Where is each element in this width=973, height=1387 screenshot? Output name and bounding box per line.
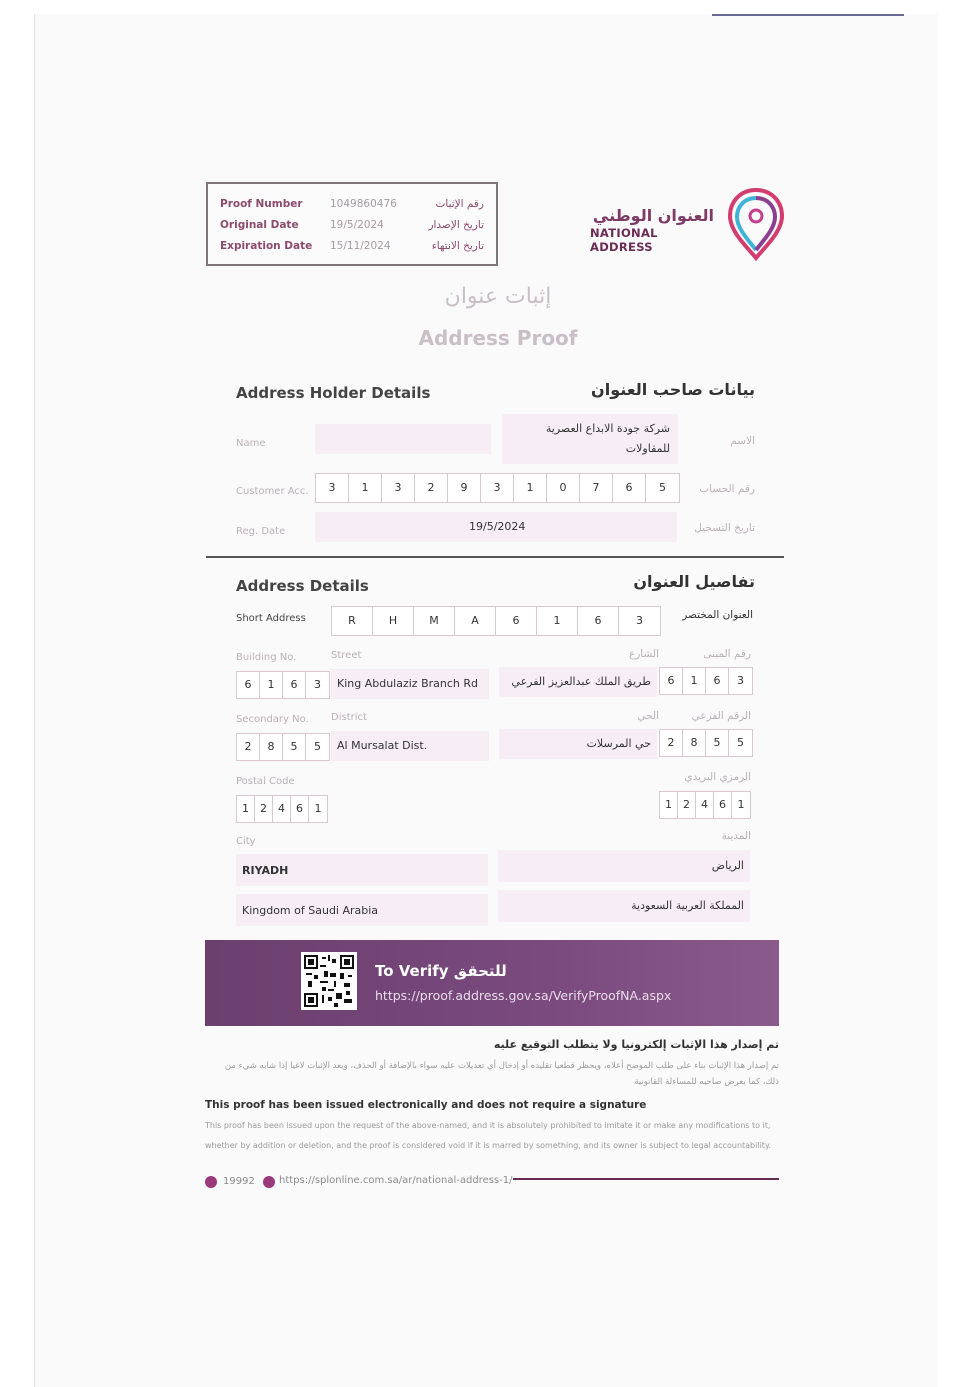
digit-cell: 8 xyxy=(683,730,706,756)
secondary-no-label-ar: الرقم الفرعي xyxy=(691,710,751,722)
postal-code-digits-en xyxy=(236,795,328,823)
city-field-en xyxy=(236,854,488,886)
qr-code-icon[interactable] xyxy=(301,952,357,1010)
digit-cell: 6 xyxy=(613,474,646,502)
original-date-value: 19/5/2024 xyxy=(330,219,384,231)
digit-cell: 8 xyxy=(260,734,283,760)
digit-cell: 1 xyxy=(514,474,547,502)
digit-cell: 2 xyxy=(415,474,448,502)
digit-cell: 1 xyxy=(683,668,706,694)
postal-code-label-ar: الرمزي البريدي xyxy=(684,771,751,783)
reg-date-field xyxy=(315,512,677,542)
footer-phone[interactable]: 19992 xyxy=(223,1176,255,1187)
digit-cell: 6 xyxy=(496,607,537,635)
location-pin-icon xyxy=(722,184,790,264)
postal-code-digits-ar xyxy=(659,791,751,819)
digit-cell: 5 xyxy=(737,736,744,749)
postal-code-label: Postal Code xyxy=(236,776,295,787)
reg-date-label: Reg. Date xyxy=(236,526,286,537)
digit-cell: 1 xyxy=(237,796,255,822)
name-field-en xyxy=(315,424,491,454)
country-value-ar: المملكة العربية السعودية xyxy=(631,899,744,912)
proof-number-row xyxy=(208,198,496,216)
short-address-label: Short Address xyxy=(236,613,306,624)
name-label: Name xyxy=(236,438,266,449)
digit-cell: 0 xyxy=(547,474,580,502)
digit-cell: 5 xyxy=(659,481,666,494)
disclaimer-heading-ar: تم إصدار هذا الإثبات إلكترونيا ولا يتطلب التوقيع عليه xyxy=(493,1038,779,1051)
proof-info-box xyxy=(206,182,498,266)
digit-cell: 6 xyxy=(660,668,683,694)
logo-text-en: NATIONAL ADDRESS xyxy=(590,226,658,254)
digit-cell: M xyxy=(414,607,455,635)
digit-cell: 1 xyxy=(737,798,745,811)
digit-cell: 3 xyxy=(382,474,415,502)
digit-cell: 3 xyxy=(636,614,643,627)
digit-cell: 1 xyxy=(349,474,382,502)
digit-cell: 3 xyxy=(316,474,349,502)
top-rule xyxy=(712,14,904,16)
digit-cell: 2 xyxy=(660,730,683,756)
digit-cell: 6 xyxy=(714,792,732,818)
district-field-en xyxy=(331,731,489,761)
short-address-label-ar: العنوان المختصر xyxy=(682,609,753,621)
digit-cell: 5 xyxy=(706,730,729,756)
city-value-ar: الرياض xyxy=(711,859,744,872)
street-field-ar xyxy=(499,667,657,697)
verify-banner xyxy=(205,940,779,1026)
web-icon xyxy=(263,1176,275,1188)
digit-cell: 7 xyxy=(580,474,613,502)
digit-cell: 1 xyxy=(260,672,283,698)
holder-heading-en: Address Holder Details xyxy=(236,384,431,402)
country-field-ar xyxy=(498,890,750,922)
logo-text-ar: العنوان الوطني xyxy=(592,206,714,225)
short-address-chars xyxy=(331,606,661,636)
title-ar: إثبات عنوان xyxy=(444,284,552,309)
digit-cell: 3 xyxy=(314,678,321,691)
address-heading-ar: تفاصيل العنوان xyxy=(633,572,755,591)
original-date-label-ar: تاريخ الإصدار xyxy=(428,219,484,231)
digit-cell: 6 xyxy=(706,668,729,694)
street-value-en: King Abdulaziz Branch Rd xyxy=(337,677,479,690)
secondary-no-label: Secondary No. xyxy=(236,714,309,725)
digit-cell: R xyxy=(332,607,373,635)
reg-date-label-ar: تاريخ التسجيل xyxy=(694,522,755,534)
national-address-logo xyxy=(590,184,790,264)
disclaimer-body-ar: تم إصدار هذا الإثبات بناء على طلب الموضح أعلاه، ويحظر قطعيا تقليده أو إدخال أي تعديلات عليه سواء بالإضافة أو الحذف، ويعد الإثبات لاغيا إذا شابه شيء من ذلك، كما يعرض صاحبه للمساءلة القانونية xyxy=(224,1061,779,1087)
district-value-ar: حي المرسلات xyxy=(586,737,651,750)
footer xyxy=(205,1174,785,1194)
district-value-en: Al Mursalat Dist. xyxy=(337,739,428,752)
digit-cell: 1 xyxy=(537,607,578,635)
digit-cell: 2 xyxy=(678,792,696,818)
footer-url-link[interactable]: https://splonline.com.sa/ar/national-address-1/ xyxy=(279,1175,513,1186)
secondary-no-digits-ar xyxy=(659,729,753,757)
digit-cell: 1 xyxy=(660,792,678,818)
digit-cell: 6 xyxy=(291,796,309,822)
name-label-ar: الاسم xyxy=(730,435,755,447)
phone-icon xyxy=(205,1176,217,1188)
building-no-label: Building No. xyxy=(236,652,297,663)
district-label: District xyxy=(331,712,367,723)
building-no-label-ar: رقم المبنى xyxy=(703,648,751,660)
original-date-row xyxy=(208,219,496,237)
title-en: Address Proof xyxy=(418,326,578,350)
city-label: City xyxy=(236,836,256,847)
reg-date-value: 19/5/2024 xyxy=(469,520,526,533)
digit-cell: 6 xyxy=(578,607,619,635)
digit-cell: 4 xyxy=(273,796,291,822)
customer-acc-label-ar: رقم الحساب xyxy=(699,483,755,495)
digit-cell: 5 xyxy=(283,734,306,760)
customer-acc-digits xyxy=(315,473,680,503)
district-field-ar xyxy=(499,729,657,759)
footer-rule xyxy=(513,1178,779,1180)
proof-number-label: Proof Number xyxy=(220,198,303,210)
building-no-digits-ar xyxy=(659,667,753,695)
original-date-label: Original Date xyxy=(220,219,299,231)
secondary-no-digits-en xyxy=(236,733,330,761)
verify-url-link[interactable]: https://proof.address.gov.sa/VerifyProofNA.aspx xyxy=(375,988,672,1003)
expiration-date-row xyxy=(208,240,496,258)
disclaimer-body-en: This proof has been issued upon the request of the above-named, and it is absolutely prohibited to imitate it or make any modifications to it, whether by addition or deletion, and the proof is considered void if it is marred by something, and its owner is subject to legal accountability. xyxy=(205,1121,772,1150)
digit-cell: 2 xyxy=(255,796,273,822)
city-label-ar: المدينة xyxy=(721,830,751,842)
street-field-en xyxy=(331,669,489,699)
digit-cell: H xyxy=(373,607,414,635)
expiration-date-label: Expiration Date xyxy=(220,240,313,252)
name-field-ar xyxy=(502,414,678,464)
name-value-line2: للمقاولات xyxy=(625,442,670,455)
country-field-en xyxy=(236,894,488,926)
name-value-line1: شركة جودة الابداع العصرية xyxy=(545,422,670,435)
disclaimer-heading-en: This proof has been issued electronically and does not require a signature xyxy=(205,1099,647,1111)
street-value-ar: طريق الملك عبدالعزيز الفرعي xyxy=(511,675,651,688)
proof-number-value: 1049860476 xyxy=(330,198,397,210)
country-value-en: Kingdom of Saudi Arabia xyxy=(242,904,379,917)
digit-cell: 2 xyxy=(237,734,260,760)
digit-cell: A xyxy=(455,607,496,635)
address-heading-en: Address Details xyxy=(236,577,369,595)
section-divider xyxy=(206,556,784,558)
city-field-ar xyxy=(498,850,750,882)
digit-cell: 5 xyxy=(314,740,321,753)
street-label: Street xyxy=(331,650,362,661)
digit-cell: 3 xyxy=(737,674,744,687)
digit-cell: 1 xyxy=(314,802,322,815)
verify-title: To Verify للتحقق xyxy=(375,962,507,980)
expiration-date-value: 15/11/2024 xyxy=(330,240,391,252)
digit-cell: 4 xyxy=(696,792,714,818)
district-label-ar: الحي xyxy=(637,710,659,722)
street-label-ar: الشارع xyxy=(628,648,659,660)
customer-acc-label: Customer Acc. xyxy=(236,486,309,497)
city-value-en: RIYADH xyxy=(242,864,289,877)
expiration-date-label-ar: تاريخ الانتهاء xyxy=(431,240,484,252)
digit-cell: 9 xyxy=(448,474,481,502)
digit-cell: 6 xyxy=(237,672,260,698)
building-no-digits-en xyxy=(236,671,330,699)
digit-cell: 6 xyxy=(283,672,306,698)
holder-heading-ar: بيانات صاحب العنوان xyxy=(591,380,755,399)
proof-number-label-ar: رقم الإثبات xyxy=(435,198,484,210)
digit-cell: 3 xyxy=(481,474,514,502)
